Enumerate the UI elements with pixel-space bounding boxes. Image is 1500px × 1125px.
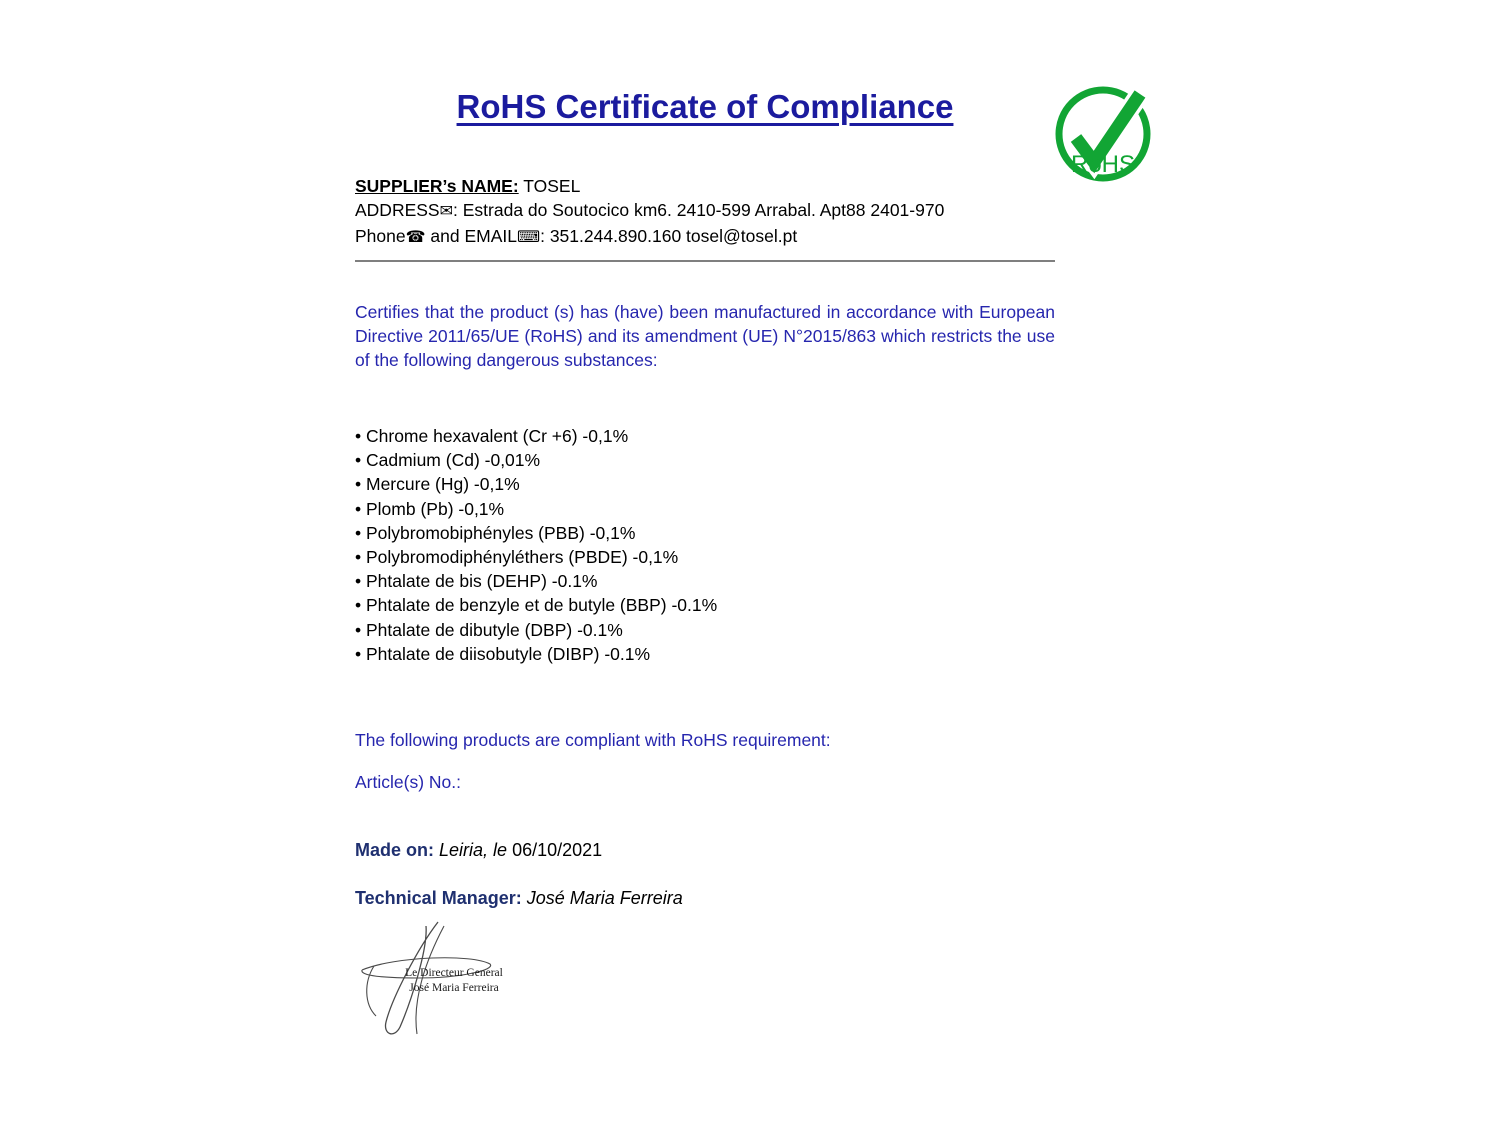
address-value: : Estrada do Soutocico km6. 2410-599 Arrabal. Apt88 2401-970 bbox=[453, 200, 945, 220]
envelope-icon: ✉ bbox=[439, 203, 454, 220]
list-item: • Mercure (Hg) -0,1% bbox=[355, 472, 717, 496]
divider bbox=[355, 260, 1055, 262]
manager-label: Technical Manager: bbox=[355, 888, 522, 908]
made-on-label: Made on: bbox=[355, 840, 434, 860]
list-item: • Plomb (Pb) -0,1% bbox=[355, 497, 717, 521]
rohs-logo bbox=[1048, 76, 1160, 188]
supplier-info bbox=[355, 174, 1075, 250]
rohs-check-icon bbox=[1048, 76, 1160, 188]
phone-label: Phone bbox=[355, 226, 406, 246]
made-on-line bbox=[355, 840, 602, 861]
made-on-date: 06/10/2021 bbox=[512, 840, 603, 860]
page-title: RoHS Certificate of Compliance bbox=[456, 88, 954, 125]
signature-title: Le Directeur General bbox=[405, 967, 503, 979]
list-item: • Phtalate de dibutyle (DBP) -0.1% bbox=[355, 618, 717, 642]
computer-icon: ⌨ bbox=[517, 229, 541, 246]
manager-name: José Maria Ferreira bbox=[526, 888, 683, 908]
list-item: • Chrome hexavalent (Cr +6) -0,1% bbox=[355, 424, 717, 448]
list-item: • Phtalate de benzyle et de butyle (BBP) -0.1% bbox=[355, 593, 717, 617]
certification-statement: Certifies that the product (s) has (have) been manufactured in accordance with European Directive 2011/65/UE (RoHS) and its amendment (UE) N°2015/863 which restricts the use of the following dangerous substances: bbox=[355, 302, 1055, 370]
supplier-name-value: TOSEL bbox=[523, 176, 581, 196]
email-label: and EMAIL bbox=[430, 226, 517, 246]
list-item: • Cadmium (Cd) -0,01% bbox=[355, 448, 717, 472]
rohs-logo-text: RoHS bbox=[1070, 151, 1136, 178]
supplier-address-line bbox=[355, 198, 1075, 224]
substances-list bbox=[355, 424, 717, 666]
phone-icon: ☎ bbox=[405, 229, 426, 246]
article-number-line: Article(s) No.: bbox=[355, 772, 461, 792]
list-item: • Polybromodiphényléthers (PBDE) -0,1% bbox=[355, 545, 717, 569]
list-item: • Phtalate de diisobutyle (DIBP) -0.1% bbox=[355, 642, 717, 666]
made-on-place: Leiria, le bbox=[439, 840, 508, 860]
supplier-name-label: SUPPLIER’s NAME: bbox=[355, 176, 519, 196]
signature-block bbox=[356, 920, 541, 1048]
address-label: ADDRESS bbox=[355, 200, 440, 220]
list-item: • Polybromobiphényles (PBB) -0,1% bbox=[355, 521, 717, 545]
signature-name: José Maria Ferreira bbox=[409, 982, 499, 994]
supplier-contact-line bbox=[355, 224, 1075, 250]
contact-value: : 351.244.890.160 tosel@tosel.pt bbox=[540, 226, 798, 246]
compliance-statement: The following products are compliant with RoHS requirement: bbox=[355, 730, 831, 750]
supplier-name-line bbox=[355, 174, 1075, 198]
list-item: • Phtalate de bis (DEHP) -0.1% bbox=[355, 569, 717, 593]
signature-text bbox=[390, 966, 518, 996]
technical-manager-line bbox=[355, 888, 683, 909]
